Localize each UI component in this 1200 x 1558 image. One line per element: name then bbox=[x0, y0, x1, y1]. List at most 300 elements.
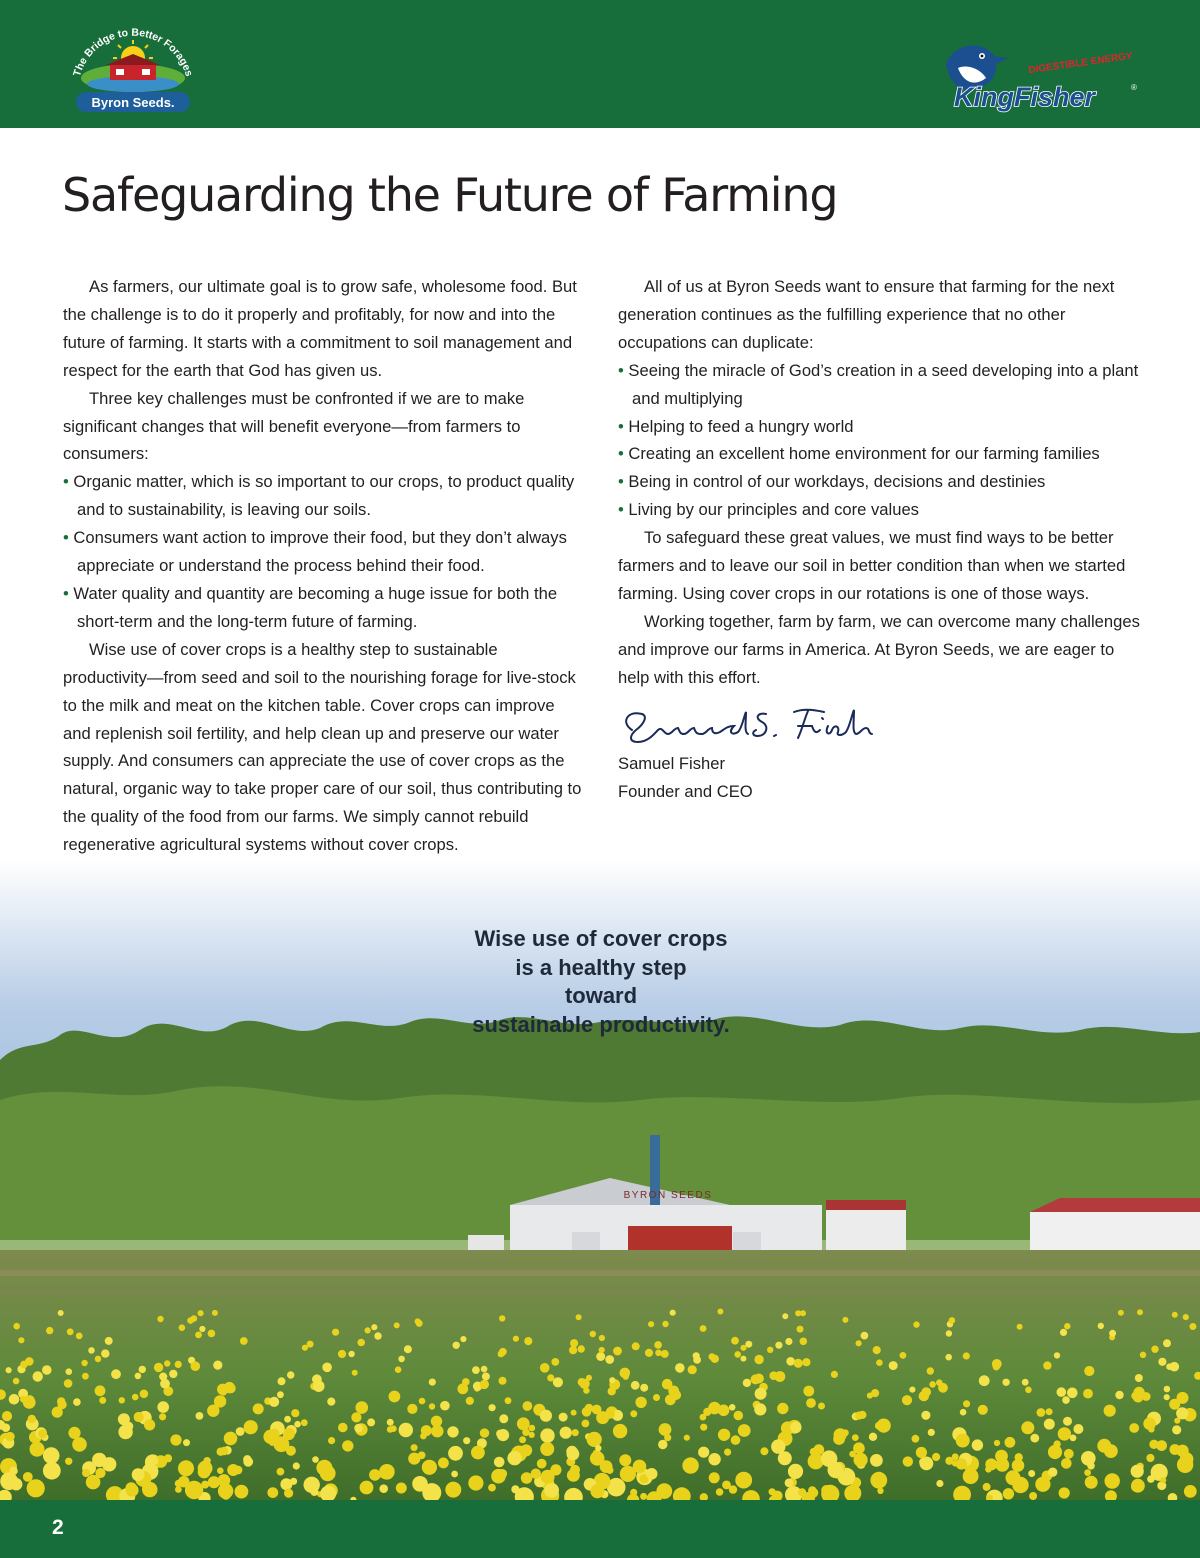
flower bbox=[140, 1390, 149, 1399]
flower bbox=[640, 1384, 648, 1392]
barn-sign: BYRON SEEDS bbox=[623, 1190, 713, 1201]
flower bbox=[698, 1447, 709, 1458]
flower bbox=[755, 1388, 767, 1400]
flower bbox=[68, 1427, 80, 1439]
flower bbox=[38, 1429, 47, 1438]
flower bbox=[369, 1469, 381, 1481]
flower bbox=[605, 1355, 614, 1364]
flower bbox=[708, 1453, 720, 1465]
flower bbox=[578, 1345, 585, 1352]
flower bbox=[590, 1484, 604, 1498]
header-band bbox=[0, 0, 1200, 128]
flower bbox=[2, 1411, 12, 1421]
flower bbox=[670, 1310, 676, 1316]
flower bbox=[30, 1442, 45, 1457]
flower bbox=[356, 1401, 369, 1414]
flower bbox=[738, 1424, 751, 1437]
flower bbox=[365, 1327, 371, 1333]
flower bbox=[595, 1445, 601, 1451]
flower bbox=[134, 1412, 144, 1422]
kingfisher-tagline: DIGESTIBLE ENERGY bbox=[1027, 50, 1134, 77]
flower bbox=[582, 1420, 590, 1428]
flower bbox=[912, 1435, 920, 1443]
flower bbox=[916, 1447, 927, 1458]
flower bbox=[1131, 1482, 1141, 1492]
flower bbox=[263, 1430, 277, 1444]
flower bbox=[735, 1472, 752, 1489]
flower bbox=[398, 1356, 405, 1363]
flower bbox=[579, 1379, 589, 1389]
flower bbox=[23, 1396, 36, 1409]
flower bbox=[482, 1373, 490, 1381]
flower bbox=[304, 1477, 320, 1493]
left-bullet-item: • Water quality and quantity are becoming a huge issue for both the short-term and the long-term future of farming. bbox=[63, 583, 558, 631]
flower bbox=[734, 1411, 744, 1421]
flower bbox=[979, 1375, 990, 1386]
flower bbox=[88, 1347, 95, 1354]
flower bbox=[357, 1339, 365, 1347]
flower bbox=[466, 1397, 474, 1405]
flower bbox=[13, 1378, 20, 1385]
flower bbox=[488, 1484, 496, 1492]
byron-logo-name: Byron Seeds. bbox=[91, 95, 175, 110]
flower bbox=[919, 1391, 929, 1401]
flower bbox=[693, 1352, 700, 1359]
flower bbox=[1084, 1366, 1094, 1376]
page-number: 2 bbox=[52, 1516, 64, 1539]
flower bbox=[351, 1412, 361, 1422]
flower bbox=[956, 1458, 967, 1469]
flower bbox=[354, 1424, 363, 1433]
flower bbox=[785, 1479, 794, 1488]
flower bbox=[978, 1405, 988, 1415]
flower bbox=[1037, 1408, 1046, 1417]
flower bbox=[191, 1315, 198, 1322]
left-bullet-item: • Organic matter, which is so important to our crops, to product quality and to sustainability, is leaving our soils. bbox=[63, 472, 575, 520]
flower bbox=[135, 1373, 142, 1380]
flower bbox=[587, 1432, 602, 1447]
flower bbox=[655, 1350, 662, 1357]
right-paragraph-3: Working together, farm by farm, we can overcome many challenges and improve our farms in America. At Byron Seeds, we are eager to help with this effort. bbox=[618, 611, 1140, 687]
flower bbox=[73, 1398, 81, 1406]
flower bbox=[724, 1449, 731, 1456]
flower bbox=[505, 1397, 512, 1404]
flower bbox=[419, 1398, 426, 1405]
flower bbox=[802, 1358, 810, 1366]
flower bbox=[1022, 1379, 1029, 1386]
flower bbox=[635, 1397, 646, 1408]
flower bbox=[208, 1330, 216, 1338]
flower bbox=[33, 1371, 43, 1381]
flower bbox=[902, 1395, 912, 1405]
flower bbox=[342, 1440, 353, 1451]
right-column bbox=[618, 273, 1148, 805]
flower bbox=[1109, 1330, 1116, 1337]
flower bbox=[524, 1337, 532, 1345]
flower bbox=[1085, 1476, 1098, 1489]
flower bbox=[1131, 1465, 1144, 1478]
flower bbox=[1002, 1379, 1009, 1386]
flower bbox=[731, 1337, 739, 1345]
flower bbox=[105, 1337, 113, 1345]
flower bbox=[740, 1345, 746, 1351]
flower bbox=[407, 1404, 417, 1414]
flower bbox=[803, 1386, 814, 1397]
flower bbox=[75, 1442, 84, 1451]
flower bbox=[571, 1410, 577, 1416]
flower bbox=[1067, 1388, 1078, 1399]
flower bbox=[220, 1447, 229, 1456]
flower bbox=[1184, 1485, 1197, 1498]
flower bbox=[429, 1403, 435, 1409]
flower bbox=[983, 1483, 991, 1491]
flower bbox=[389, 1391, 401, 1403]
flower bbox=[1081, 1451, 1096, 1466]
flower bbox=[821, 1450, 838, 1467]
flower bbox=[794, 1359, 803, 1368]
flower bbox=[1147, 1475, 1155, 1483]
flower bbox=[118, 1413, 130, 1425]
flower bbox=[520, 1444, 532, 1456]
flower bbox=[195, 1332, 202, 1339]
flower bbox=[144, 1419, 155, 1430]
flower bbox=[332, 1329, 339, 1336]
flower bbox=[658, 1440, 667, 1449]
flower bbox=[494, 1457, 505, 1468]
flower bbox=[1044, 1419, 1055, 1430]
flower bbox=[743, 1379, 751, 1387]
flower bbox=[499, 1414, 508, 1423]
flower bbox=[28, 1415, 36, 1423]
flower bbox=[1104, 1405, 1116, 1417]
bullet-icon: • bbox=[618, 472, 629, 492]
flower bbox=[139, 1366, 146, 1373]
flower bbox=[709, 1472, 720, 1483]
flower bbox=[854, 1453, 868, 1467]
flower bbox=[1098, 1323, 1104, 1329]
flower bbox=[499, 1315, 505, 1321]
flower bbox=[1048, 1445, 1062, 1459]
flower bbox=[921, 1411, 930, 1420]
flower bbox=[118, 1425, 132, 1439]
flower bbox=[754, 1403, 766, 1415]
flower bbox=[785, 1338, 792, 1345]
flower bbox=[592, 1405, 602, 1415]
flower bbox=[1118, 1310, 1124, 1316]
flower bbox=[567, 1448, 580, 1461]
flower bbox=[480, 1380, 489, 1389]
flower bbox=[775, 1342, 782, 1349]
flower bbox=[1129, 1423, 1139, 1433]
flower bbox=[599, 1335, 605, 1341]
flower bbox=[203, 1457, 210, 1464]
flower bbox=[27, 1479, 45, 1497]
flower bbox=[654, 1341, 662, 1349]
flower bbox=[700, 1424, 707, 1431]
flower bbox=[675, 1363, 685, 1373]
flower bbox=[352, 1370, 358, 1376]
handwritten-signature bbox=[618, 704, 878, 748]
flower bbox=[101, 1349, 109, 1357]
flower bbox=[235, 1485, 249, 1499]
flower bbox=[613, 1424, 627, 1438]
flower bbox=[1131, 1392, 1139, 1400]
footer-band bbox=[0, 1500, 1200, 1558]
flower bbox=[277, 1391, 284, 1398]
flower bbox=[178, 1460, 194, 1476]
flower bbox=[293, 1462, 300, 1469]
flower bbox=[198, 1310, 204, 1316]
flower bbox=[870, 1454, 883, 1467]
byron-seeds-logo bbox=[58, 14, 208, 118]
flower bbox=[164, 1360, 170, 1366]
flower bbox=[1005, 1437, 1016, 1448]
pull-quote-line: sustainable productivity. bbox=[472, 1011, 730, 1037]
flower bbox=[806, 1398, 816, 1408]
bullet-icon: • bbox=[618, 444, 629, 464]
flower bbox=[159, 1413, 166, 1420]
flower bbox=[82, 1469, 90, 1477]
left-paragraph-1: As farmers, our ultimate goal is to grow safe, wholesome food. But the challenge is to do it properly and profitably, for now and into the future of farming. It starts with a commitment to soil management and respect for the earth that God has given us. bbox=[63, 277, 577, 380]
flower bbox=[640, 1493, 647, 1500]
flower bbox=[700, 1325, 707, 1332]
flower bbox=[287, 1371, 294, 1378]
flower bbox=[708, 1402, 721, 1415]
flower bbox=[338, 1350, 346, 1358]
flower bbox=[170, 1434, 181, 1445]
flower bbox=[740, 1356, 746, 1362]
flower bbox=[936, 1379, 943, 1386]
flower bbox=[648, 1321, 654, 1327]
flower bbox=[440, 1401, 450, 1411]
flower bbox=[448, 1446, 463, 1461]
flower bbox=[199, 1326, 205, 1332]
flower bbox=[1048, 1468, 1057, 1477]
flower bbox=[132, 1394, 139, 1401]
flower bbox=[1043, 1361, 1051, 1369]
flower bbox=[684, 1435, 690, 1441]
flower bbox=[13, 1323, 20, 1330]
flower bbox=[1151, 1346, 1158, 1353]
flower bbox=[1172, 1312, 1178, 1318]
flower bbox=[67, 1328, 74, 1335]
flower bbox=[1176, 1407, 1188, 1419]
flower bbox=[154, 1363, 163, 1372]
flower bbox=[394, 1322, 400, 1328]
flower bbox=[734, 1351, 741, 1358]
flower bbox=[1061, 1458, 1072, 1469]
flower bbox=[645, 1349, 653, 1357]
flower bbox=[379, 1464, 395, 1480]
flower bbox=[541, 1470, 555, 1484]
flower bbox=[519, 1436, 526, 1443]
flower bbox=[301, 1419, 308, 1426]
flower bbox=[1062, 1396, 1070, 1404]
flower bbox=[797, 1326, 804, 1333]
flower bbox=[1164, 1386, 1171, 1393]
flower bbox=[126, 1482, 137, 1493]
flower bbox=[559, 1413, 568, 1422]
right-paragraph-1: All of us at Byron Seeds want to ensure that farming for the next generation continues as the fulfilling experience that no other occupations can duplicate: bbox=[618, 277, 1115, 352]
flower bbox=[86, 1475, 101, 1490]
flower bbox=[540, 1410, 552, 1422]
flower bbox=[795, 1310, 801, 1316]
flower bbox=[613, 1347, 622, 1356]
flower bbox=[576, 1314, 582, 1320]
flower bbox=[609, 1377, 615, 1383]
flower bbox=[471, 1446, 485, 1460]
bullet-icon: • bbox=[63, 472, 74, 492]
flower bbox=[320, 1465, 336, 1481]
flower bbox=[348, 1351, 354, 1357]
flower bbox=[218, 1483, 233, 1498]
flower bbox=[653, 1394, 660, 1401]
flower bbox=[1059, 1487, 1070, 1498]
byron-logo-arc-text: The Bridge to Better Forages bbox=[71, 26, 195, 78]
bullet-icon: • bbox=[63, 583, 74, 603]
flower bbox=[327, 1398, 335, 1406]
signer-name: Samuel Fisher bbox=[618, 753, 725, 773]
flower bbox=[551, 1358, 559, 1366]
flower bbox=[498, 1469, 508, 1479]
flower bbox=[570, 1465, 580, 1475]
left-bullet-item: • Consumers want action to improve their food, but they don’t always appreciate or understand the process behind their food. bbox=[63, 528, 567, 576]
flower bbox=[132, 1468, 145, 1481]
left-column bbox=[63, 273, 583, 859]
flower bbox=[99, 1397, 106, 1404]
flower bbox=[498, 1351, 505, 1358]
flower bbox=[932, 1453, 940, 1461]
flower bbox=[5, 1432, 14, 1441]
farm-building bbox=[1030, 1212, 1200, 1252]
flower bbox=[994, 1440, 1000, 1446]
flower bbox=[82, 1373, 89, 1380]
flower bbox=[480, 1428, 489, 1437]
flower bbox=[20, 1361, 28, 1369]
flower bbox=[463, 1437, 470, 1444]
flower bbox=[1115, 1391, 1123, 1399]
flower bbox=[95, 1356, 102, 1363]
flower bbox=[1177, 1392, 1189, 1404]
farmhouse bbox=[826, 1208, 906, 1252]
flower bbox=[1170, 1362, 1180, 1372]
flower bbox=[2, 1423, 11, 1432]
flower bbox=[499, 1377, 507, 1385]
flower bbox=[95, 1385, 106, 1396]
flower bbox=[963, 1400, 970, 1407]
flower bbox=[1030, 1434, 1039, 1443]
flower bbox=[946, 1330, 952, 1336]
flower bbox=[1160, 1477, 1166, 1483]
flower bbox=[6, 1367, 12, 1373]
right-paragraph-2: To safeguard these great values, we must find ways to be better farmers and to leave our soil in better condition than when we started farming. Using cover crops in our rotations is one of those ways. bbox=[618, 528, 1126, 603]
pull-quote-line: is a healthy step bbox=[515, 954, 687, 980]
flower bbox=[269, 1397, 279, 1407]
right-bullet-item: • Being in control of our workdays, decisions and destinies bbox=[618, 472, 1046, 492]
flower bbox=[909, 1387, 915, 1393]
flower bbox=[1164, 1394, 1170, 1400]
flower bbox=[92, 1453, 106, 1467]
flower bbox=[489, 1404, 496, 1411]
flower bbox=[709, 1353, 716, 1360]
flower bbox=[769, 1371, 778, 1380]
pull-quote-line: toward bbox=[564, 983, 638, 1009]
flower bbox=[307, 1341, 314, 1348]
flower bbox=[876, 1359, 883, 1366]
flower bbox=[243, 1457, 253, 1467]
flower bbox=[992, 1359, 1002, 1369]
flower bbox=[716, 1488, 724, 1496]
flower bbox=[240, 1337, 248, 1345]
signer-title: Founder and CEO bbox=[618, 781, 753, 801]
flower bbox=[671, 1390, 681, 1400]
flower bbox=[919, 1458, 928, 1467]
flower bbox=[949, 1317, 956, 1324]
flower bbox=[111, 1369, 121, 1379]
flower bbox=[183, 1439, 190, 1446]
flower bbox=[929, 1381, 936, 1388]
flower bbox=[481, 1366, 488, 1373]
flower bbox=[754, 1355, 763, 1364]
flower bbox=[42, 1365, 52, 1375]
flower bbox=[227, 1464, 239, 1476]
flower bbox=[1140, 1352, 1146, 1358]
flower bbox=[540, 1442, 554, 1456]
flower bbox=[945, 1457, 953, 1465]
flower bbox=[1029, 1492, 1037, 1500]
bullet-icon: • bbox=[618, 360, 629, 380]
flower bbox=[208, 1476, 220, 1488]
flower bbox=[523, 1401, 533, 1411]
kingfisher-registered-mark: ® bbox=[1131, 83, 1137, 92]
flower bbox=[659, 1423, 672, 1436]
flower bbox=[164, 1454, 172, 1462]
flower bbox=[58, 1310, 64, 1316]
flower bbox=[722, 1481, 731, 1490]
flower bbox=[767, 1347, 773, 1353]
flower bbox=[777, 1403, 788, 1414]
bullet-icon: • bbox=[63, 528, 74, 548]
flower bbox=[547, 1374, 554, 1381]
flower bbox=[185, 1481, 203, 1499]
flower bbox=[472, 1366, 480, 1374]
flower bbox=[1060, 1329, 1067, 1336]
flower bbox=[431, 1416, 442, 1427]
flower bbox=[553, 1377, 563, 1387]
flower bbox=[1146, 1454, 1154, 1462]
flower bbox=[842, 1317, 848, 1323]
flower bbox=[782, 1313, 788, 1319]
flower bbox=[818, 1403, 825, 1410]
flower bbox=[1035, 1477, 1050, 1492]
flower bbox=[284, 1489, 293, 1498]
flower bbox=[560, 1427, 572, 1439]
flower bbox=[1172, 1425, 1181, 1434]
flower bbox=[856, 1340, 862, 1346]
left-paragraph-3: Wise use of cover crops is a healthy step to sustainable productivity—from seed and soil to the nourishing forage for live-stock to the milk and meat on the kitchen table. Cover crops can improve and replenish soil fertility, and help clean up and preserve our water supply. And consumers can appreciate the use of cover crops as the natural, organic way to take proper care of our soil, thus contributing to the quality of the food from our farms. We simply cannot rebuild regenerative agricultural systems without cover crops. bbox=[63, 639, 582, 855]
flower bbox=[788, 1464, 803, 1479]
flower bbox=[1137, 1309, 1143, 1315]
pull-quote-line: Wise use of cover crops bbox=[474, 926, 728, 951]
flower bbox=[630, 1410, 637, 1417]
flower bbox=[646, 1468, 658, 1480]
flower bbox=[404, 1345, 412, 1353]
flower bbox=[760, 1447, 768, 1455]
flower bbox=[936, 1480, 943, 1487]
flower bbox=[399, 1423, 413, 1437]
flower bbox=[1025, 1387, 1032, 1394]
flower bbox=[438, 1458, 449, 1469]
